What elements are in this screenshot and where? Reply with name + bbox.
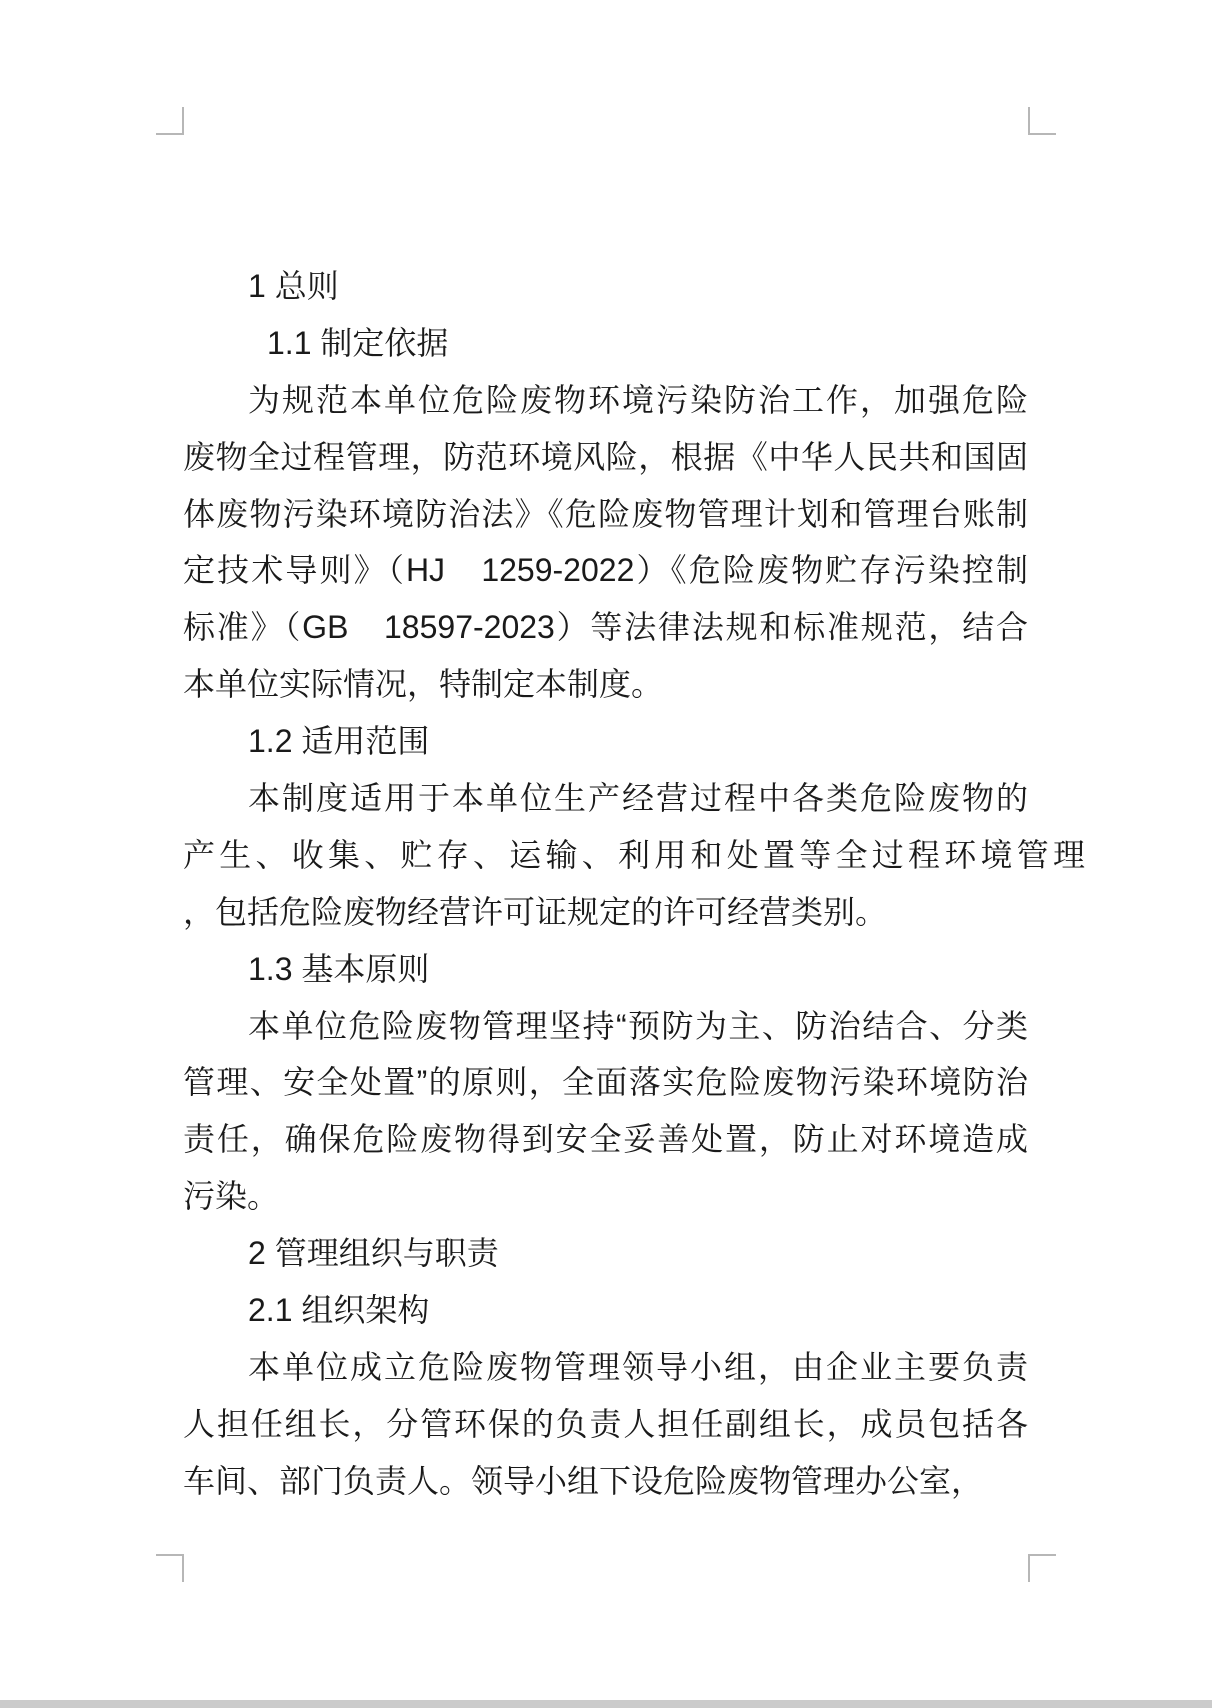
doc-line: 定技术导则》（HJ 1259-2022）《危险废物贮存污染控制 [183,552,1028,589]
text-boundary-mark-top-left [156,107,184,135]
heading-1-3: 1.3 基本原则 [248,950,430,987]
doc-line: 车间、部门负责人。领导小组下设危险废物管理办公室， [183,1462,984,1499]
doc-line: ，包括危险废物经营许可证规定的许可经营类别。 [183,893,888,930]
doc-line: 污染。 [183,1178,280,1215]
doc-line: 本制度适用于本单位生产经营过程中各类危险废物的 [248,780,1028,817]
doc-line: 标准》（GB 18597-2023）等法律法规和标准规范，结合 [183,609,1028,646]
doc-line: 本单位实际情况，特制定本制度。 [183,666,664,703]
document-text-area [183,258,1085,1510]
text-boundary-mark-bottom-left [156,1554,184,1582]
heading-2: 2 管理组织与职责 [248,1235,499,1272]
doc-line: 人担任组长，分管环保的负责人担任副组长，成员包括各 [183,1405,1028,1442]
doc-line: 为规范本单位危险废物环境污染防治工作，加强危险 [248,381,1028,418]
doc-line: 责任，确保危险废物得到安全妥善处置，防止对环境造成 [183,1121,1028,1158]
doc-line: 体废物污染环境防治法》《危险废物管理计划和管理台账制 [183,495,1028,532]
doc-line: 产生、收集、贮存、运输、利用和处置等全过程环境管理 [183,836,1085,873]
heading-1-2: 1.2 适用范围 [248,723,430,760]
doc-line: 本单位成立危险废物管理领导小组，由企业主要负责 [248,1348,1028,1385]
doc-line: 本单位危险废物管理坚持“预防为主、防治结合、分类 [248,1007,1028,1044]
doc-line: 废物全过程管理，防范环境风险，根据《中华人民共和国固 [183,438,1028,475]
text-boundary-mark-bottom-right [1028,1554,1056,1582]
heading-1: 1 总则 [248,268,339,304]
heading-1-1: 1.1 制定依据 [267,324,449,361]
page-edge-bar [0,1700,1212,1708]
doc-line: 管理、安全处置”的原则，全面落实危险废物污染环境防治 [183,1064,1028,1101]
text-boundary-mark-top-right [1028,107,1056,135]
heading-2-1: 2.1 组织架构 [248,1292,430,1329]
